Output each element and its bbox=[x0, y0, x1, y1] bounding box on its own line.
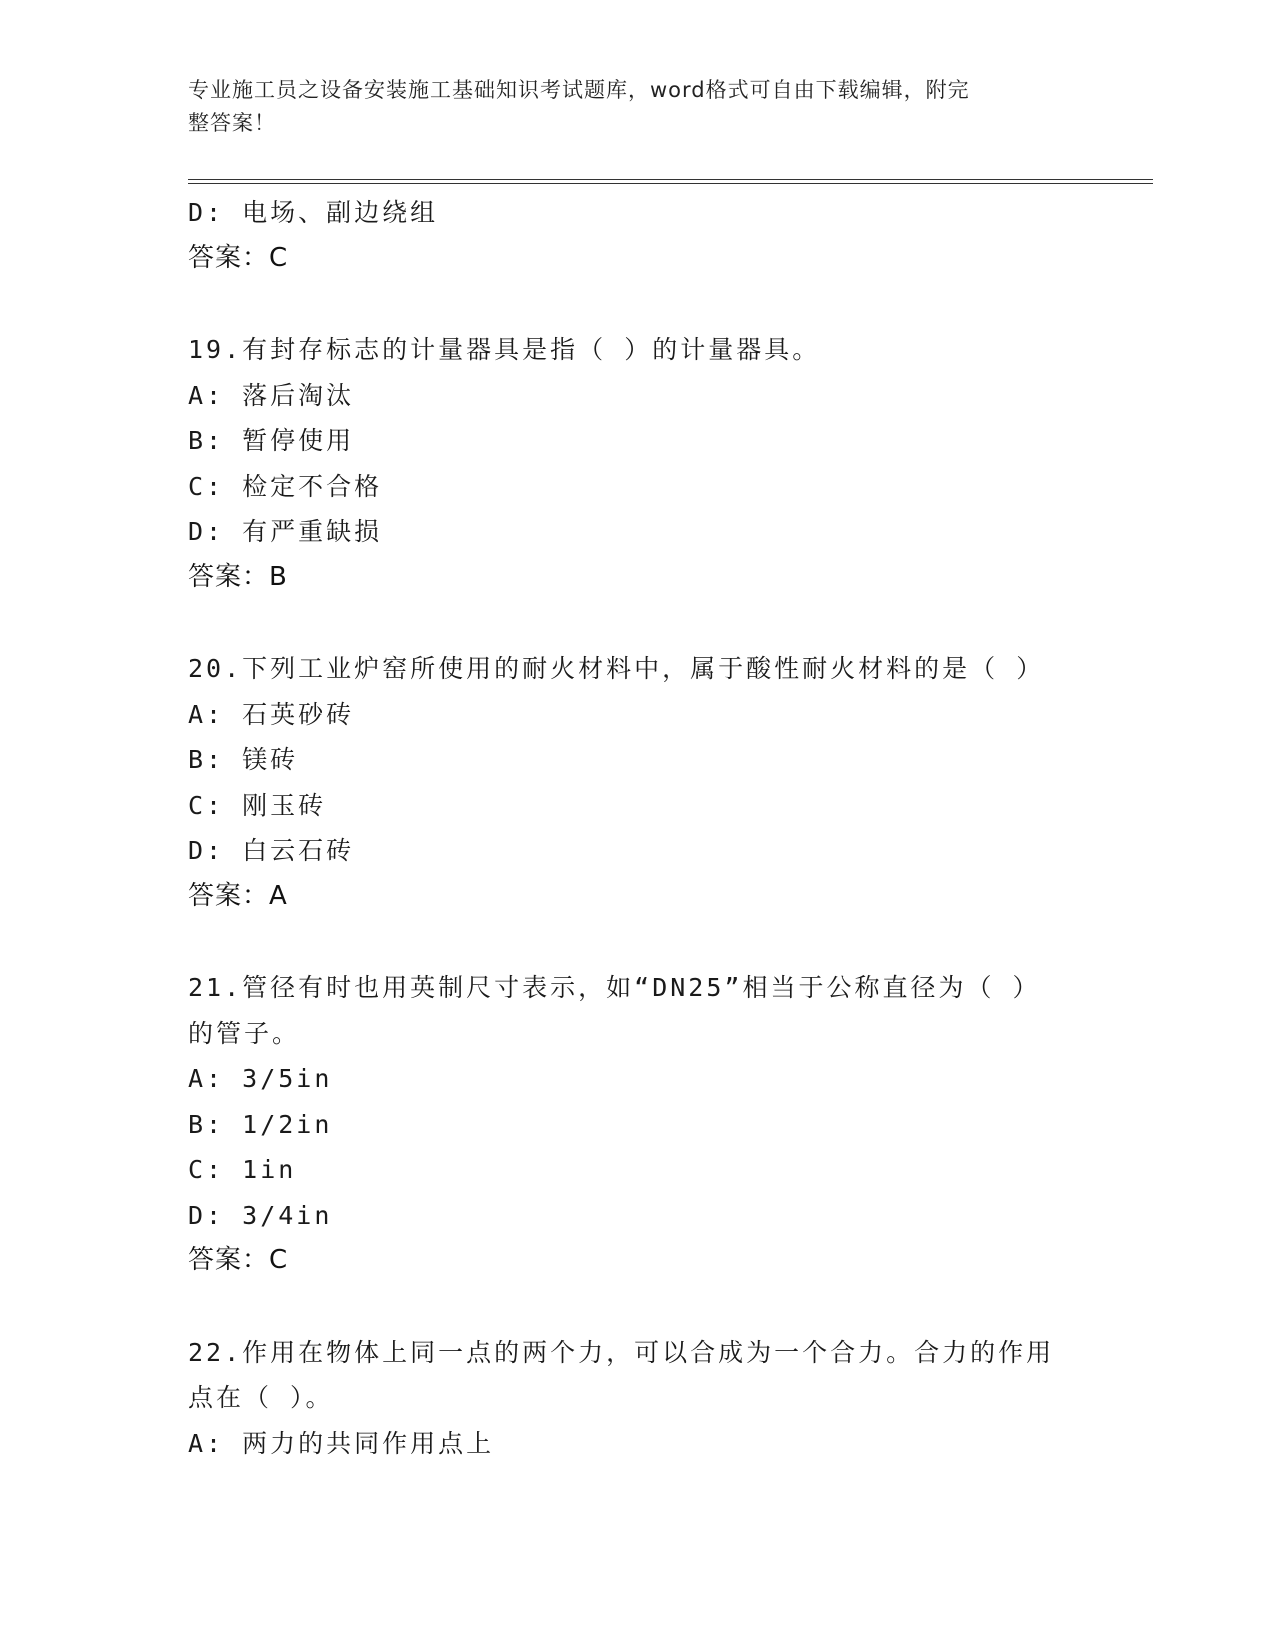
spacer bbox=[188, 919, 1088, 965]
option-d: D: 电场、副边绕组 bbox=[188, 198, 439, 227]
option-d: D: 白云石砖 bbox=[188, 836, 355, 865]
option-c: C: 检定不合格 bbox=[188, 471, 383, 501]
option-a: A: 两力的共同作用点上 bbox=[188, 1428, 495, 1458]
answer: 答案：C bbox=[188, 1245, 289, 1275]
option-b: B: 暂停使用 bbox=[188, 426, 355, 455]
question-20 bbox=[188, 646, 1088, 919]
question-19 bbox=[188, 327, 1088, 600]
option-a: A: 落后淘汰 bbox=[188, 380, 355, 410]
question-stem: 19.有封存标志的计量器具是指（ ）的计量器具。 bbox=[188, 335, 821, 364]
document-header bbox=[188, 74, 1088, 140]
question-stem-line-1: 22.作用在物体上同一点的两个力，可以合成为一个合力。合力的作用 bbox=[188, 1337, 1055, 1367]
option-c: C: 1in bbox=[188, 1155, 297, 1184]
option-b: B: 1/2in bbox=[188, 1109, 333, 1139]
question-stem-line-2: 的管子。 bbox=[188, 1018, 301, 1048]
answer: 答案：A bbox=[188, 880, 288, 911]
header-title-line-2: 整答案！ bbox=[188, 111, 276, 135]
question-18-tail bbox=[188, 190, 1088, 281]
header-divider-top bbox=[188, 179, 1153, 180]
option-d: D: 3/4in bbox=[188, 1200, 333, 1230]
option-d: D: 有严重缺损 bbox=[188, 517, 383, 546]
option-b: B: 镁砖 bbox=[188, 745, 299, 774]
spacer bbox=[188, 600, 1088, 646]
header-divider-bottom bbox=[188, 183, 1153, 184]
question-list bbox=[188, 190, 1088, 1466]
option-a: A: 3/5in bbox=[188, 1064, 333, 1093]
option-c: C: 刚玉砖 bbox=[188, 790, 327, 820]
question-21 bbox=[188, 965, 1088, 1284]
header-title-line-1: 专业施工员之设备安装施工基础知识考试题库，word格式可自由下载编辑，附完 bbox=[188, 78, 970, 102]
spacer bbox=[188, 281, 1088, 327]
question-22 bbox=[188, 1330, 1088, 1467]
spacer bbox=[188, 1284, 1088, 1330]
question-stem-line-1: 21.管径有时也用英制尺寸表示，如“DN25”相当于公称直径为（ ） bbox=[188, 973, 1041, 1002]
answer: 答案：C bbox=[188, 242, 289, 273]
question-stem-line-2: 点在（ ）。 bbox=[188, 1383, 334, 1412]
option-a: A: 石英砂砖 bbox=[188, 699, 355, 729]
question-stem: 20.下列工业炉窑所使用的耐火材料中，属于酸性耐火材料的是（ ） bbox=[188, 654, 1045, 683]
answer: 答案：B bbox=[188, 561, 288, 592]
